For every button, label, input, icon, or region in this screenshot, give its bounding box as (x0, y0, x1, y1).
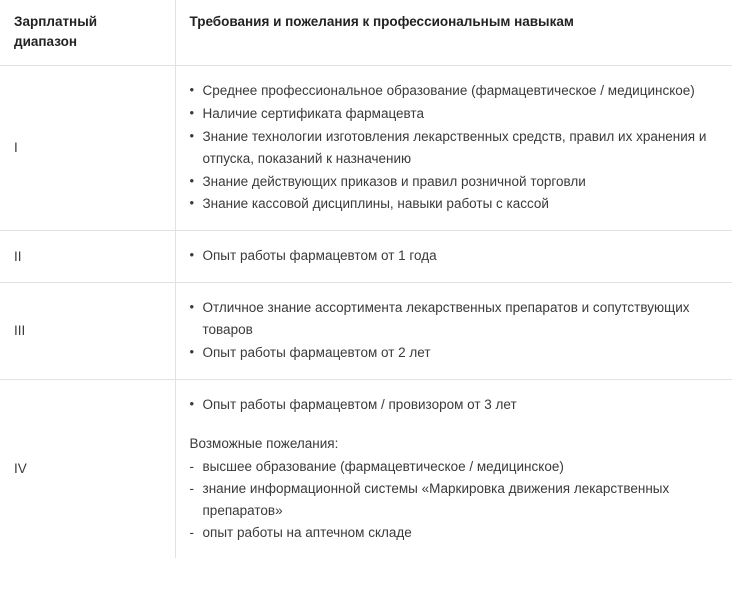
column-header-salary-range: Зарплатный диапазон (0, 0, 175, 66)
column-header-requirements: Требования и пожелания к профессиональным навыкам (175, 0, 732, 66)
salary-range-value: I (0, 66, 175, 231)
list-item: - высшее образование (фармацевтическое / медицинское) (190, 456, 719, 478)
requirements-bullet-list (190, 394, 719, 416)
optional-wishes-block (190, 433, 719, 544)
salary-range-value: III (0, 283, 175, 380)
requirements-cell (175, 283, 732, 380)
table-row (0, 231, 732, 283)
table-header-row (0, 0, 732, 66)
list-item: • Отличное знание ассортимента лекарственных препаратов и сопутствующих товаров (190, 297, 719, 341)
list-item: • Среднее профессиональное образование (фармацевтическое / медицинское) (190, 80, 719, 102)
list-item: • Опыт работы фармацевтом от 2 лет (190, 342, 719, 364)
optional-wishes-list (190, 456, 719, 543)
requirements-bullet-list (190, 80, 719, 215)
requirements-bullet-list (190, 297, 719, 364)
salary-range-value: IV (0, 379, 175, 558)
list-item: • Знание технологии изготовления лекарственных средств, правил их хранения и отпуска, показаний к назначению (190, 126, 719, 170)
list-item: • Наличие сертификата фармацевта (190, 103, 719, 125)
table-header (0, 0, 732, 66)
table-row (0, 66, 732, 231)
list-item: - знание информационной системы «Маркировка движения лекарственных препаратов» (190, 478, 719, 522)
list-item: • Знание действующих приказов и правил розничной торговли (190, 171, 719, 193)
table-row (0, 379, 732, 558)
table-body (0, 66, 732, 558)
salary-range-value: II (0, 231, 175, 283)
requirements-cell (175, 66, 732, 231)
list-item: • Знание кассовой дисциплины, навыки работы с кассой (190, 193, 719, 215)
requirements-bullet-list (190, 245, 719, 267)
list-item: - опыт работы на аптечном складе (190, 522, 719, 544)
requirements-cell (175, 379, 732, 558)
table-row (0, 283, 732, 380)
requirements-cell (175, 231, 732, 283)
list-item: • Опыт работы фармацевтом от 1 года (190, 245, 719, 267)
optional-wishes-title: Возможные пожелания: (189, 435, 339, 451)
list-item: • Опыт работы фармацевтом / провизором от 3 лет (190, 394, 719, 416)
